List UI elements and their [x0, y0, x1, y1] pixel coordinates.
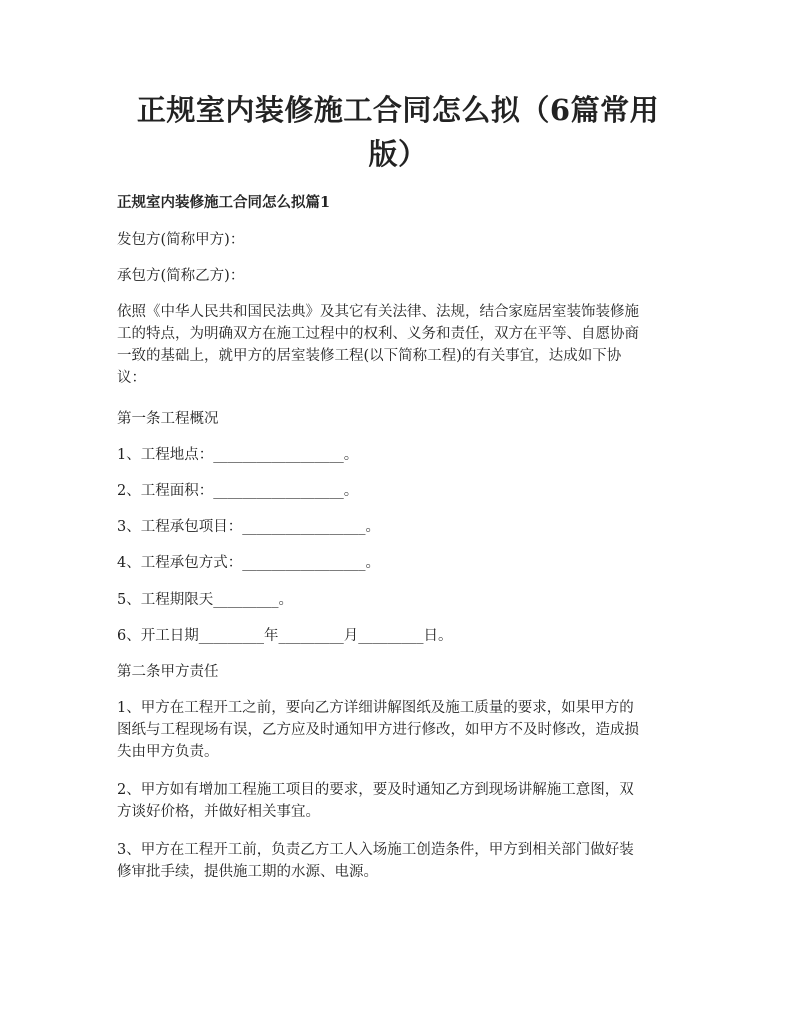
article-2-item-line: 2、甲方如有增加工程施工项目的要求，要及时通知乙方到现场讲解施工意图，双	[117, 782, 634, 798]
party-a-line: 发包方(简称甲方)：	[117, 232, 245, 248]
article-2-item-line: 修审批手续，提供施工期的水源、电源。	[117, 864, 378, 880]
intro-line: 依照《中华人民共和国民法典》及其它有关法律、法规，结合家庭居室装饰装修施	[117, 304, 639, 320]
article-1-item: 4、工程承包方式：_________________。	[117, 555, 380, 571]
intro-line: 一致的基础上，就甲方的居室装修工程(以下简称工程)的有关事宜，达成如下协	[117, 348, 622, 364]
article-2-item	[117, 779, 683, 823]
article-1-item: 3、工程承包项目：_________________。	[117, 519, 380, 535]
article-1-item: 2、工程面积：__________________。	[117, 483, 359, 499]
intro-paragraph	[117, 301, 683, 389]
article-1-title: 第一条工程概况	[117, 411, 219, 427]
document-title	[100, 88, 696, 176]
article-2-title: 第二条甲方责任	[117, 664, 219, 680]
article-2-item	[117, 839, 683, 883]
article-2-item-line: 图纸与工程现场有误，乙方应及时通知甲方进行修改，如甲方不及时修改，造成损	[117, 722, 639, 738]
title-line-2: 版）	[368, 137, 428, 171]
article-1-item: 1、工程地点：__________________。	[117, 447, 359, 463]
intro-line: 工的特点，为明确双方在施工过程中的权利、义务和责任，双方在平等、自愿协商	[117, 326, 639, 342]
party-b-line: 承包方(简称乙方)：	[117, 268, 245, 284]
intro-line: 议：	[117, 370, 146, 386]
title-line-1: 正规室内装修施工合同怎么拟（6篇常用	[136, 93, 660, 127]
article-2-item-line: 失由甲方负责。	[117, 744, 219, 760]
article-2-item-line: 1、甲方在工程开工之前，要向乙方详细讲解图纸及施工质量的要求，如果甲方的	[117, 700, 634, 716]
article-2-item-line: 3、甲方在工程开工前，负责乙方工人入场施工创造条件，甲方到相关部门做好装	[117, 842, 634, 858]
article-2-item-line: 方谈好价格，并做好相关事宜。	[117, 804, 320, 820]
article-1-item: 5、工程期限天_________。	[117, 592, 293, 608]
article-2-item	[117, 697, 683, 763]
section-heading: 正规室内装修施工合同怎么拟篇1	[117, 194, 331, 211]
article-1-item: 6、开工日期_________年_________月_________日。	[117, 628, 453, 644]
